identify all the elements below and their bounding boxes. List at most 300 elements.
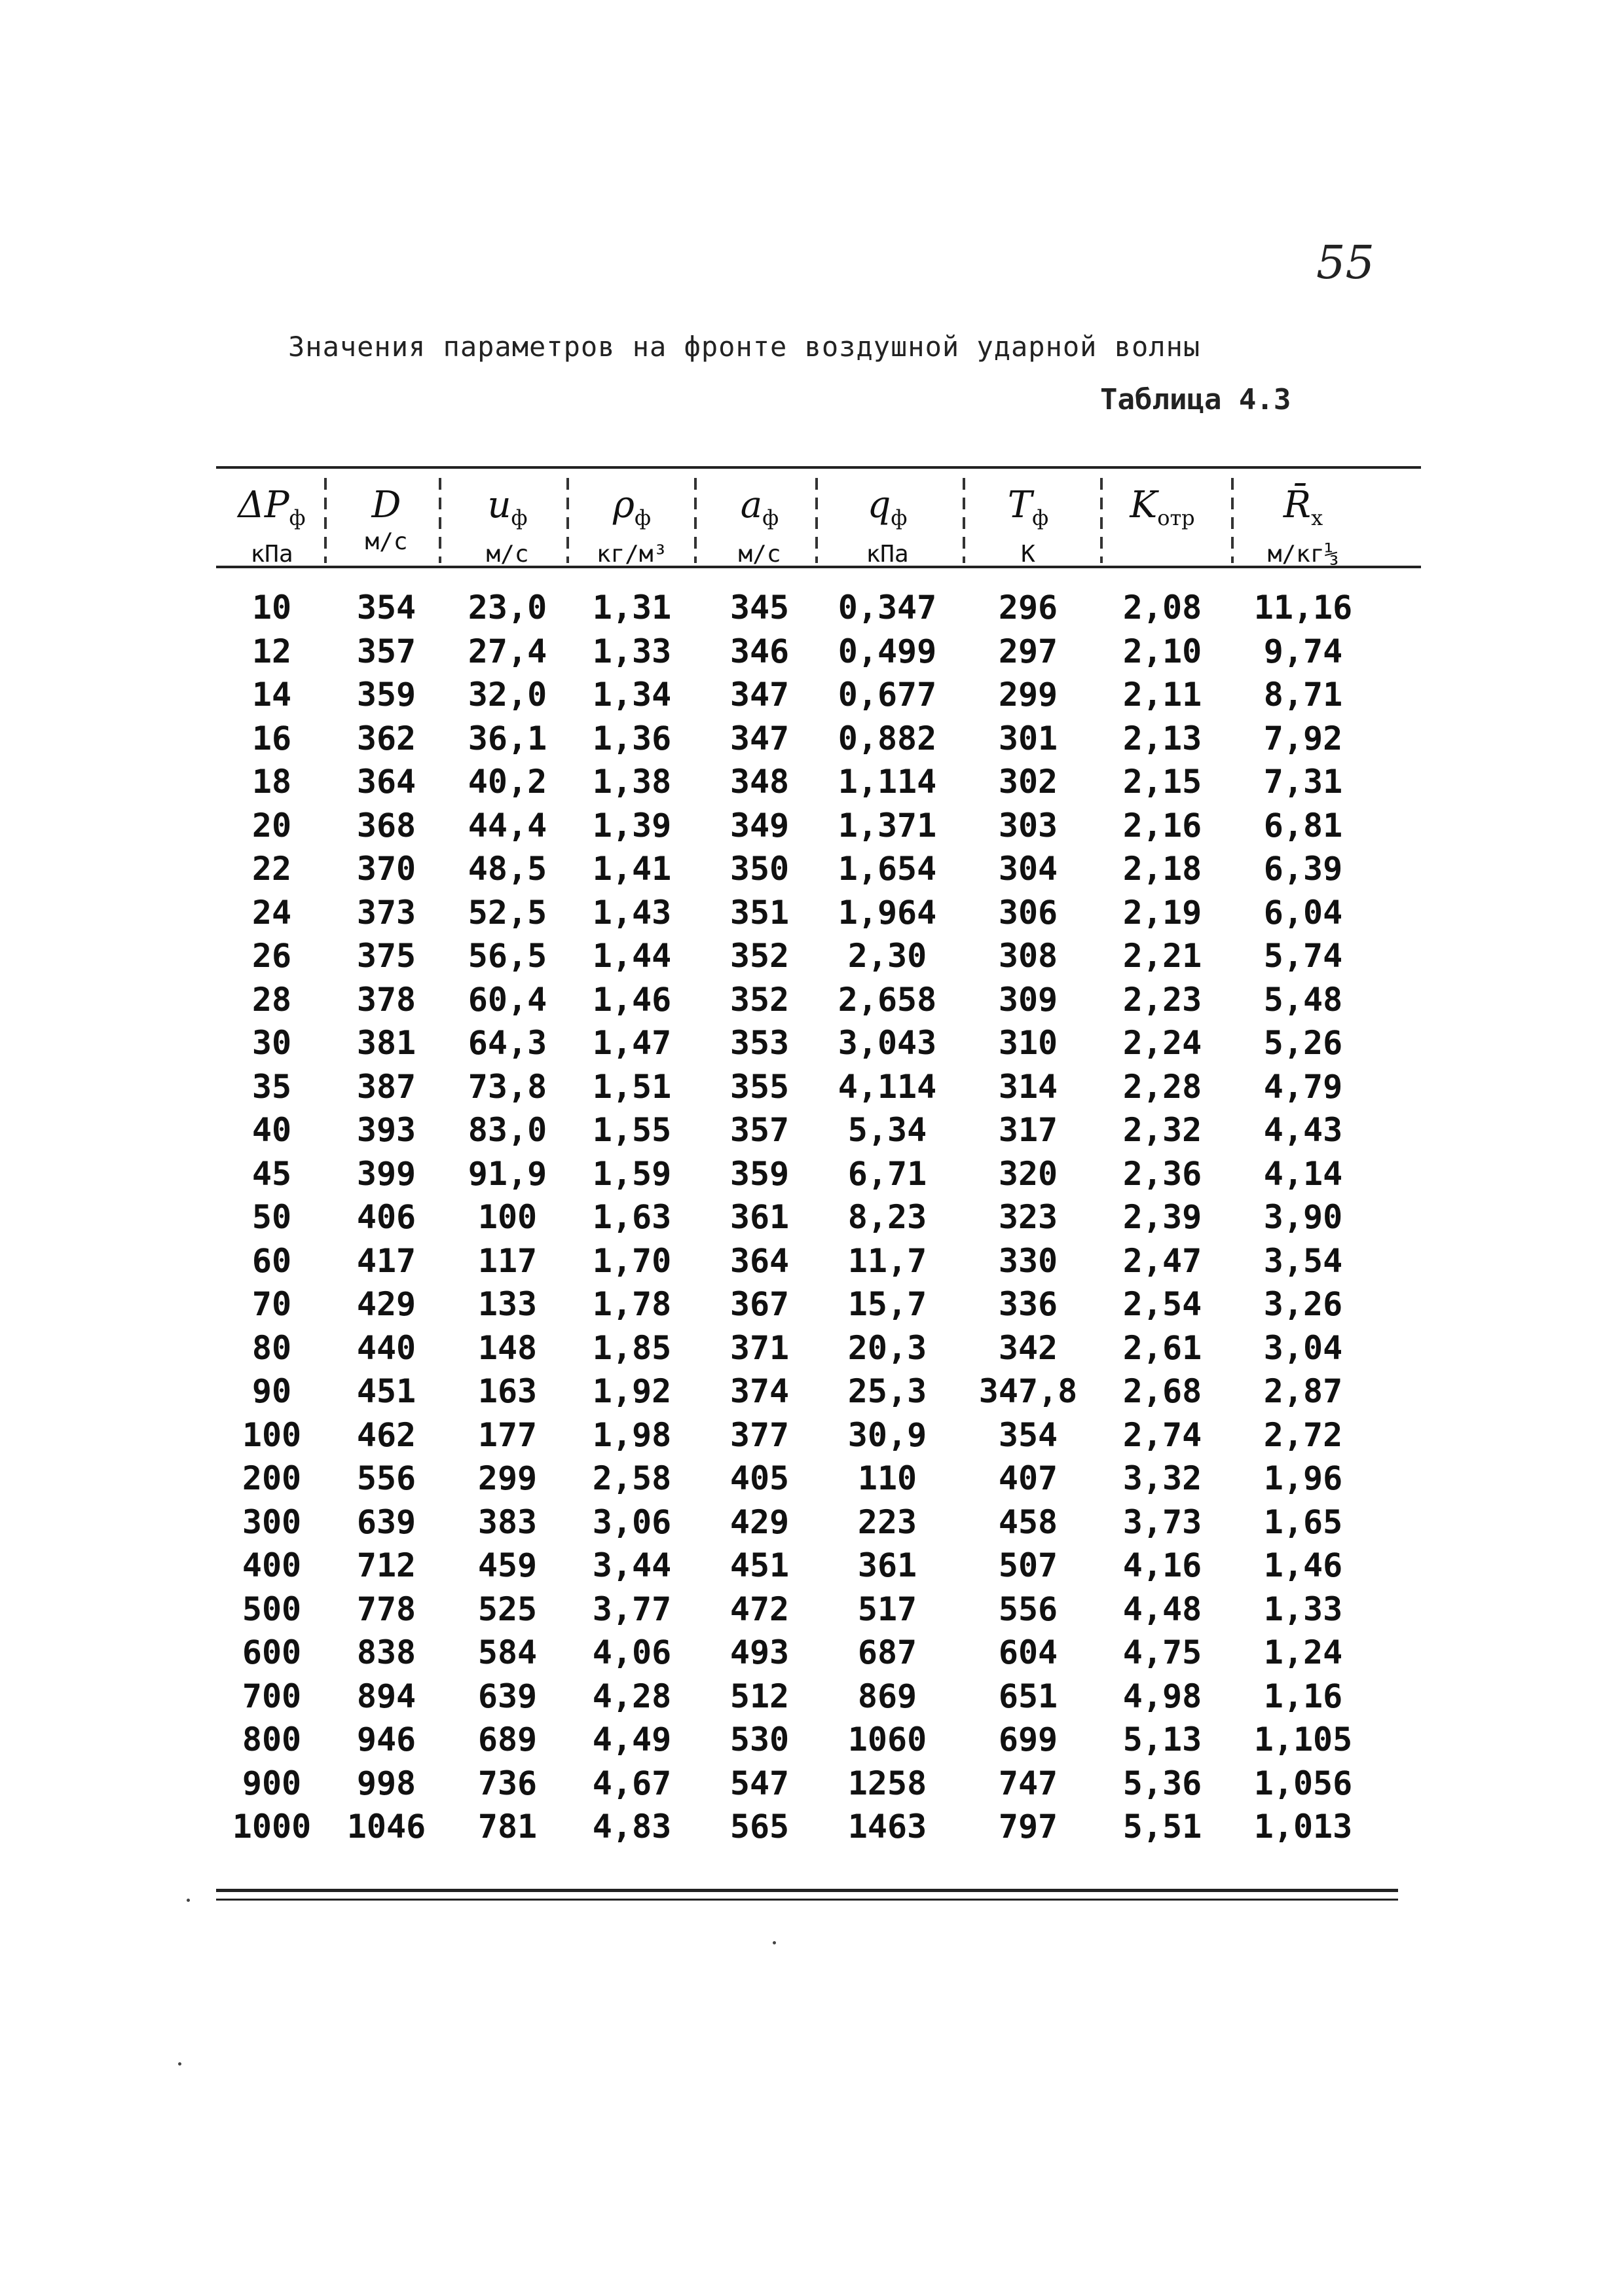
table-cell: 507	[998, 1546, 1058, 1584]
table-row	[216, 1413, 1421, 1457]
table-cell: 530	[729, 1721, 790, 1758]
table-cell: 405	[729, 1459, 790, 1497]
table-cell: 2,28	[1122, 1067, 1202, 1106]
table-cell: 373	[356, 893, 416, 932]
table-cell: 352	[729, 980, 790, 1019]
column-symbol: D	[371, 484, 401, 526]
table-cell: 2,15	[1122, 763, 1202, 801]
table-cell: 781	[477, 1808, 538, 1846]
table-cell: 440	[356, 1328, 416, 1367]
table-top-rule	[216, 466, 1421, 469]
column-symbol: $\rho_ф$	[613, 484, 651, 531]
table-cell: 303	[998, 806, 1058, 845]
table-cell: 2,36	[1122, 1154, 1202, 1193]
table-cell: 946	[356, 1721, 416, 1758]
table-cell: 778	[356, 1590, 416, 1628]
table-cell: 2,10	[1122, 632, 1202, 670]
table-cell: 2,21	[1122, 937, 1202, 975]
table-cell: 383	[477, 1503, 538, 1541]
table-cell: 110	[857, 1459, 917, 1497]
table-cell: 350	[729, 850, 790, 888]
table-cell: 299	[998, 676, 1058, 714]
table-cell: 8,23	[847, 1198, 927, 1236]
table-row	[216, 1370, 1421, 1413]
table-cell: 4,83	[592, 1808, 672, 1846]
table-cell: 3,043	[838, 1024, 937, 1062]
column-unit: м/с	[486, 541, 529, 568]
table-cell: 368	[356, 806, 416, 845]
table-cell: 36,1	[468, 719, 547, 757]
table-cell: 1,013	[1253, 1808, 1353, 1846]
table-cell: 1,24	[1263, 1633, 1343, 1671]
table-cell: 400	[242, 1546, 302, 1584]
table-cell: 0,499	[838, 632, 937, 670]
table-cell: 52,5	[468, 893, 547, 932]
table-cell: 3,73	[1122, 1503, 1202, 1541]
table-cell: 163	[477, 1372, 538, 1410]
table-cell: 30,9	[847, 1415, 927, 1454]
table-cell: 2,58	[592, 1459, 672, 1497]
table-cell: 1,38	[592, 763, 672, 801]
column-unit: м/кг⅓	[1267, 541, 1339, 568]
table-row	[216, 1021, 1421, 1065]
table-cell: 451	[356, 1372, 416, 1410]
table-cell: 1,46	[1263, 1546, 1343, 1584]
table-row	[216, 1195, 1421, 1239]
table-cell: 60,4	[468, 980, 547, 1019]
table-cell: 64,3	[468, 1024, 547, 1062]
column-symbol: $u_ф$	[487, 484, 528, 531]
table-cell: 349	[729, 806, 790, 845]
table-cell: 9,74	[1263, 632, 1343, 670]
table-cell: 838	[356, 1633, 416, 1671]
table-cell: 2,19	[1122, 893, 1202, 932]
column-separator	[566, 478, 569, 563]
table-cell: 348	[729, 763, 790, 801]
table-cell: 399	[356, 1154, 416, 1193]
table-cell: 700	[242, 1677, 302, 1715]
table-cell: 2,13	[1122, 719, 1202, 757]
page-number: 55	[1316, 236, 1375, 289]
table-cell: 687	[857, 1633, 917, 1671]
table-row	[216, 1457, 1421, 1500]
table-cell: 736	[477, 1764, 538, 1802]
table-cell: 16	[251, 719, 292, 757]
column-symbol-subscript: ф	[511, 505, 528, 531]
column-separator	[963, 478, 965, 563]
table-cell: 24	[251, 893, 292, 932]
table-cell: 347,8	[978, 1372, 1078, 1410]
table-cell: 347	[729, 719, 790, 757]
table-cell: 565	[729, 1808, 790, 1846]
table-cell: 1,41	[592, 850, 672, 888]
table-cell: 3,44	[592, 1546, 672, 1584]
column-symbol-subscript: ф	[289, 505, 306, 531]
column-unit: м/с	[738, 541, 781, 568]
table-cell: 6,81	[1263, 806, 1343, 845]
table-cell: 381	[356, 1024, 416, 1062]
column-unit: м/с	[365, 528, 408, 555]
table-cell: 357	[729, 1111, 790, 1149]
table-cell: 1046	[346, 1808, 426, 1846]
table-cell: 1,105	[1253, 1721, 1353, 1758]
table-row	[216, 673, 1421, 716]
table-row	[216, 717, 1421, 760]
table-row	[216, 1065, 1421, 1108]
table-row	[216, 630, 1421, 673]
table-cell: 584	[477, 1633, 538, 1671]
table-cell: 1,33	[592, 632, 672, 670]
scan-speck	[178, 2062, 181, 2066]
table-cell: 2,72	[1263, 1415, 1343, 1454]
table-cell: 2,16	[1122, 806, 1202, 845]
table-cell: 5,36	[1122, 1764, 1202, 1802]
table-cell: 359	[356, 676, 416, 714]
table-cell: 353	[729, 1024, 790, 1062]
table-cell: 387	[356, 1067, 416, 1106]
table-cell: 2,68	[1122, 1372, 1202, 1410]
table-cell: 7,92	[1263, 719, 1343, 757]
table-cell: 407	[998, 1459, 1058, 1497]
table-cell: 91,9	[468, 1154, 547, 1193]
table-cell: 4,48	[1122, 1590, 1202, 1628]
table-cell: 308	[998, 937, 1058, 975]
table-cell: 797	[998, 1808, 1058, 1846]
column-symbol-subscript: ф	[634, 505, 651, 531]
table-cell: 4,06	[592, 1633, 672, 1671]
table-cell: 2,18	[1122, 850, 1202, 888]
table-cell: 14	[251, 676, 292, 714]
column-symbol-subscript: ф	[1032, 505, 1049, 531]
table-cell: 20,3	[847, 1328, 927, 1367]
table-row	[216, 891, 1421, 934]
table-cell: 133	[477, 1285, 538, 1323]
table-cell: 1,63	[592, 1198, 672, 1236]
table-cell: 5,74	[1263, 937, 1343, 975]
table-row	[216, 1544, 1421, 1587]
table-cell: 357	[356, 632, 416, 670]
table-cell: 22	[251, 850, 292, 888]
table-cell: 2,74	[1122, 1415, 1202, 1454]
table-cell: 362	[356, 719, 416, 757]
table-cell: 1463	[847, 1808, 927, 1846]
table-cell: 306	[998, 893, 1058, 932]
table-cell: 4,98	[1122, 1677, 1202, 1715]
table-cell: 297	[998, 632, 1058, 670]
table-cell: 2,87	[1263, 1372, 1343, 1410]
table-cell: 429	[729, 1503, 790, 1541]
table-cell: 367	[729, 1285, 790, 1323]
table-cell: 451	[729, 1546, 790, 1584]
table-cell: 18	[251, 763, 292, 801]
table-cell: 1,44	[592, 937, 672, 975]
table-cell: 4,16	[1122, 1546, 1202, 1584]
column-header	[321, 484, 452, 564]
table-cell: 3,90	[1263, 1198, 1343, 1236]
table-cell: 4,75	[1122, 1633, 1202, 1671]
table-cell: 4,43	[1263, 1111, 1343, 1149]
table-cell: 600	[242, 1633, 302, 1671]
table-cell: 3,06	[592, 1503, 672, 1541]
table-cell: 493	[729, 1633, 790, 1671]
table-cell: 377	[729, 1415, 790, 1454]
table-cell: 359	[729, 1154, 790, 1193]
table-cell: 3,04	[1263, 1328, 1343, 1367]
table-cell: 299	[477, 1459, 538, 1497]
table-cell: 5,51	[1122, 1808, 1202, 1846]
table-cell: 345	[729, 589, 790, 627]
table-cell: 364	[729, 1241, 790, 1280]
table-cell: 429	[356, 1285, 416, 1323]
column-separator	[1231, 478, 1234, 563]
table-cell: 458	[998, 1503, 1058, 1541]
table-cell: 354	[998, 1415, 1058, 1454]
table-row	[216, 1762, 1421, 1805]
table-cell: 56,5	[468, 937, 547, 975]
table-cell: 512	[729, 1677, 790, 1715]
column-unit: кПа	[250, 541, 293, 568]
table-cell: 5,34	[847, 1111, 927, 1149]
table-cell: 223	[857, 1503, 917, 1541]
table-cell: 40	[251, 1111, 292, 1149]
table-cell: 547	[729, 1764, 790, 1802]
table-cell: 2,30	[847, 937, 927, 975]
table-cell: 35	[251, 1067, 292, 1106]
table-bottom-rule-2	[216, 1899, 1398, 1901]
table-cell: 1,70	[592, 1241, 672, 1280]
table-cell: 1,36	[592, 719, 672, 757]
column-unit: кг/м³	[596, 541, 668, 568]
table-cell: 330	[998, 1241, 1058, 1280]
table-cell: 639	[477, 1677, 538, 1715]
table-cell: 70	[251, 1285, 292, 1323]
table-cell: 364	[356, 763, 416, 801]
table-cell: 73,8	[468, 1067, 547, 1106]
table-cell: 0,677	[838, 676, 937, 714]
table-cell: 1,114	[838, 763, 937, 801]
column-header	[1097, 484, 1228, 564]
table-row	[216, 1108, 1421, 1152]
table-cell: 32,0	[468, 676, 547, 714]
table-cell: 2,23	[1122, 980, 1202, 1019]
table-cell: 44,4	[468, 806, 547, 845]
table-cell: 1,46	[592, 980, 672, 1019]
table-cell: 50	[251, 1198, 292, 1236]
table-cell: 0,882	[838, 719, 937, 757]
column-header	[822, 484, 953, 568]
table-row	[216, 586, 1421, 629]
column-separator	[815, 478, 818, 563]
scan-speck	[773, 1941, 776, 1944]
column-symbol: $\Delta P_ф$	[238, 484, 306, 531]
table-cell: 1,34	[592, 676, 672, 714]
table-cell: 2,08	[1122, 589, 1202, 627]
table-cell: 370	[356, 850, 416, 888]
column-header	[206, 484, 337, 568]
table-cell: 800	[242, 1721, 302, 1758]
table-cell: 2,32	[1122, 1111, 1202, 1149]
table-cell: 2,54	[1122, 1285, 1202, 1323]
table-cell: 1,55	[592, 1111, 672, 1149]
table-cell: 1,33	[1263, 1590, 1343, 1628]
column-header	[694, 484, 825, 568]
table-cell: 301	[998, 719, 1058, 757]
table-cell: 2,39	[1122, 1198, 1202, 1236]
table-cell: 45	[251, 1154, 292, 1193]
column-separator	[439, 478, 441, 563]
column-separator	[694, 478, 697, 563]
table-cell: 689	[477, 1721, 538, 1758]
table-row	[216, 978, 1421, 1021]
table-cell: 28	[251, 980, 292, 1019]
table-cell: 2,658	[838, 980, 937, 1019]
table-cell: 2,11	[1122, 676, 1202, 714]
column-separator	[324, 478, 327, 563]
table-cell: 1,92	[592, 1372, 672, 1410]
table-cell: 361	[857, 1546, 917, 1584]
scan-speck	[187, 1899, 190, 1902]
table-cell: 1,98	[592, 1415, 672, 1454]
table-cell: 26	[251, 937, 292, 975]
table-cell: 11,7	[847, 1241, 927, 1280]
column-symbol-subscript: ф	[891, 505, 908, 531]
table-cell: 4,14	[1263, 1154, 1343, 1193]
table-cell: 20	[251, 806, 292, 845]
table-row	[216, 847, 1421, 890]
table-cell: 351	[729, 893, 790, 932]
table-cell: 4,79	[1263, 1067, 1343, 1106]
table-cell: 1,47	[592, 1024, 672, 1062]
table-cell: 378	[356, 980, 416, 1019]
column-symbol: $q_ф$	[867, 484, 908, 531]
table-cell: 1,59	[592, 1154, 672, 1193]
column-symbol: $T_ф$	[1007, 484, 1049, 531]
table-cell: 6,39	[1263, 850, 1343, 888]
column-header	[1238, 484, 1369, 568]
table-cell: 462	[356, 1415, 416, 1454]
table-cell: 1,654	[838, 850, 937, 888]
table-cell: 6,04	[1263, 893, 1343, 932]
table-cell: 998	[356, 1764, 416, 1802]
table-row	[216, 1501, 1421, 1544]
table-cell: 525	[477, 1590, 538, 1628]
table-cell: 11,16	[1253, 589, 1353, 627]
table-cell: 10	[251, 589, 292, 627]
table-cell: 1,51	[592, 1067, 672, 1106]
table-cell: 3,54	[1263, 1241, 1343, 1280]
table-cell: 12	[251, 632, 292, 670]
table-cell: 3,26	[1263, 1285, 1343, 1323]
table-row	[216, 804, 1421, 847]
table-row	[216, 1283, 1421, 1326]
table-title: Значения параметров на фронте воздушной ударной волны	[288, 331, 1201, 363]
table-cell: 48,5	[468, 850, 547, 888]
table-cell: 354	[356, 589, 416, 627]
table-cell: 355	[729, 1067, 790, 1106]
table-row	[216, 1805, 1421, 1848]
table-row	[216, 1631, 1421, 1674]
table-cell: 3,77	[592, 1590, 672, 1628]
table-cell: 639	[356, 1503, 416, 1541]
table-cell: 320	[998, 1154, 1058, 1193]
table-cell: 1,65	[1263, 1503, 1343, 1541]
table-cell: 517	[857, 1590, 917, 1628]
table-bottom-rule	[216, 1889, 1398, 1892]
table-cell: 4,67	[592, 1764, 672, 1802]
table-cell: 651	[998, 1677, 1058, 1715]
column-unit: кПа	[866, 541, 909, 568]
table-cell: 6,71	[847, 1154, 927, 1193]
table-cell: 40,2	[468, 763, 547, 801]
table-cell: 1,78	[592, 1285, 672, 1323]
table-cell: 296	[998, 589, 1058, 627]
table-cell: 117	[477, 1241, 538, 1280]
table-cell: 699	[998, 1721, 1058, 1758]
table-cell: 148	[477, 1328, 538, 1367]
table-row	[216, 1588, 1421, 1631]
table-cell: 4,28	[592, 1677, 672, 1715]
table-cell: 374	[729, 1372, 790, 1410]
table-cell: 1258	[847, 1764, 927, 1802]
table-cell: 406	[356, 1198, 416, 1236]
table-cell: 90	[251, 1372, 292, 1410]
table-cell: 393	[356, 1111, 416, 1149]
table-cell: 346	[729, 632, 790, 670]
table-cell: 1,96	[1263, 1459, 1343, 1497]
table-cell: 556	[356, 1459, 416, 1497]
column-symbol-subscript: отр	[1157, 505, 1195, 531]
table-cell: 1,371	[838, 806, 937, 845]
table-cell: 5,13	[1122, 1721, 1202, 1758]
table-cell: 500	[242, 1590, 302, 1628]
table-cell: 2,47	[1122, 1241, 1202, 1280]
table-row	[216, 1152, 1421, 1195]
table-cell: 7,31	[1263, 763, 1343, 801]
table-cell: 342	[998, 1328, 1058, 1367]
table-cell: 1,85	[592, 1328, 672, 1367]
table-cell: 310	[998, 1024, 1058, 1062]
table-cell: 323	[998, 1198, 1058, 1236]
table-cell: 5,48	[1263, 980, 1343, 1019]
table-cell: 352	[729, 937, 790, 975]
table-cell: 23,0	[468, 589, 547, 627]
table-cell: 8,71	[1263, 676, 1343, 714]
table-cell: 200	[242, 1459, 302, 1497]
column-symbol-subscript: x	[1311, 505, 1323, 531]
table-cell: 302	[998, 763, 1058, 801]
table-cell: 2,61	[1122, 1328, 1202, 1367]
table-cell: 347	[729, 676, 790, 714]
table-cell: 336	[998, 1285, 1058, 1323]
table-cell: 1000	[232, 1808, 312, 1846]
table-cell: 15,7	[847, 1285, 927, 1323]
column-header	[442, 484, 573, 568]
table-cell: 556	[998, 1590, 1058, 1628]
table-row	[216, 1239, 1421, 1283]
table-cell: 100	[242, 1415, 302, 1454]
table-label: Таблица 4.3	[1100, 383, 1291, 416]
table-cell: 1,43	[592, 893, 672, 932]
table-cell: 371	[729, 1328, 790, 1367]
table-cell: 747	[998, 1764, 1058, 1802]
column-separator	[1100, 478, 1103, 563]
table-cell: 27,4	[468, 632, 547, 670]
table-cell: 894	[356, 1677, 416, 1715]
column-symbol-subscript: ф	[762, 505, 779, 531]
table-cell: 1060	[847, 1721, 927, 1758]
table-cell: 317	[998, 1111, 1058, 1149]
table-cell: 0,347	[838, 589, 937, 627]
